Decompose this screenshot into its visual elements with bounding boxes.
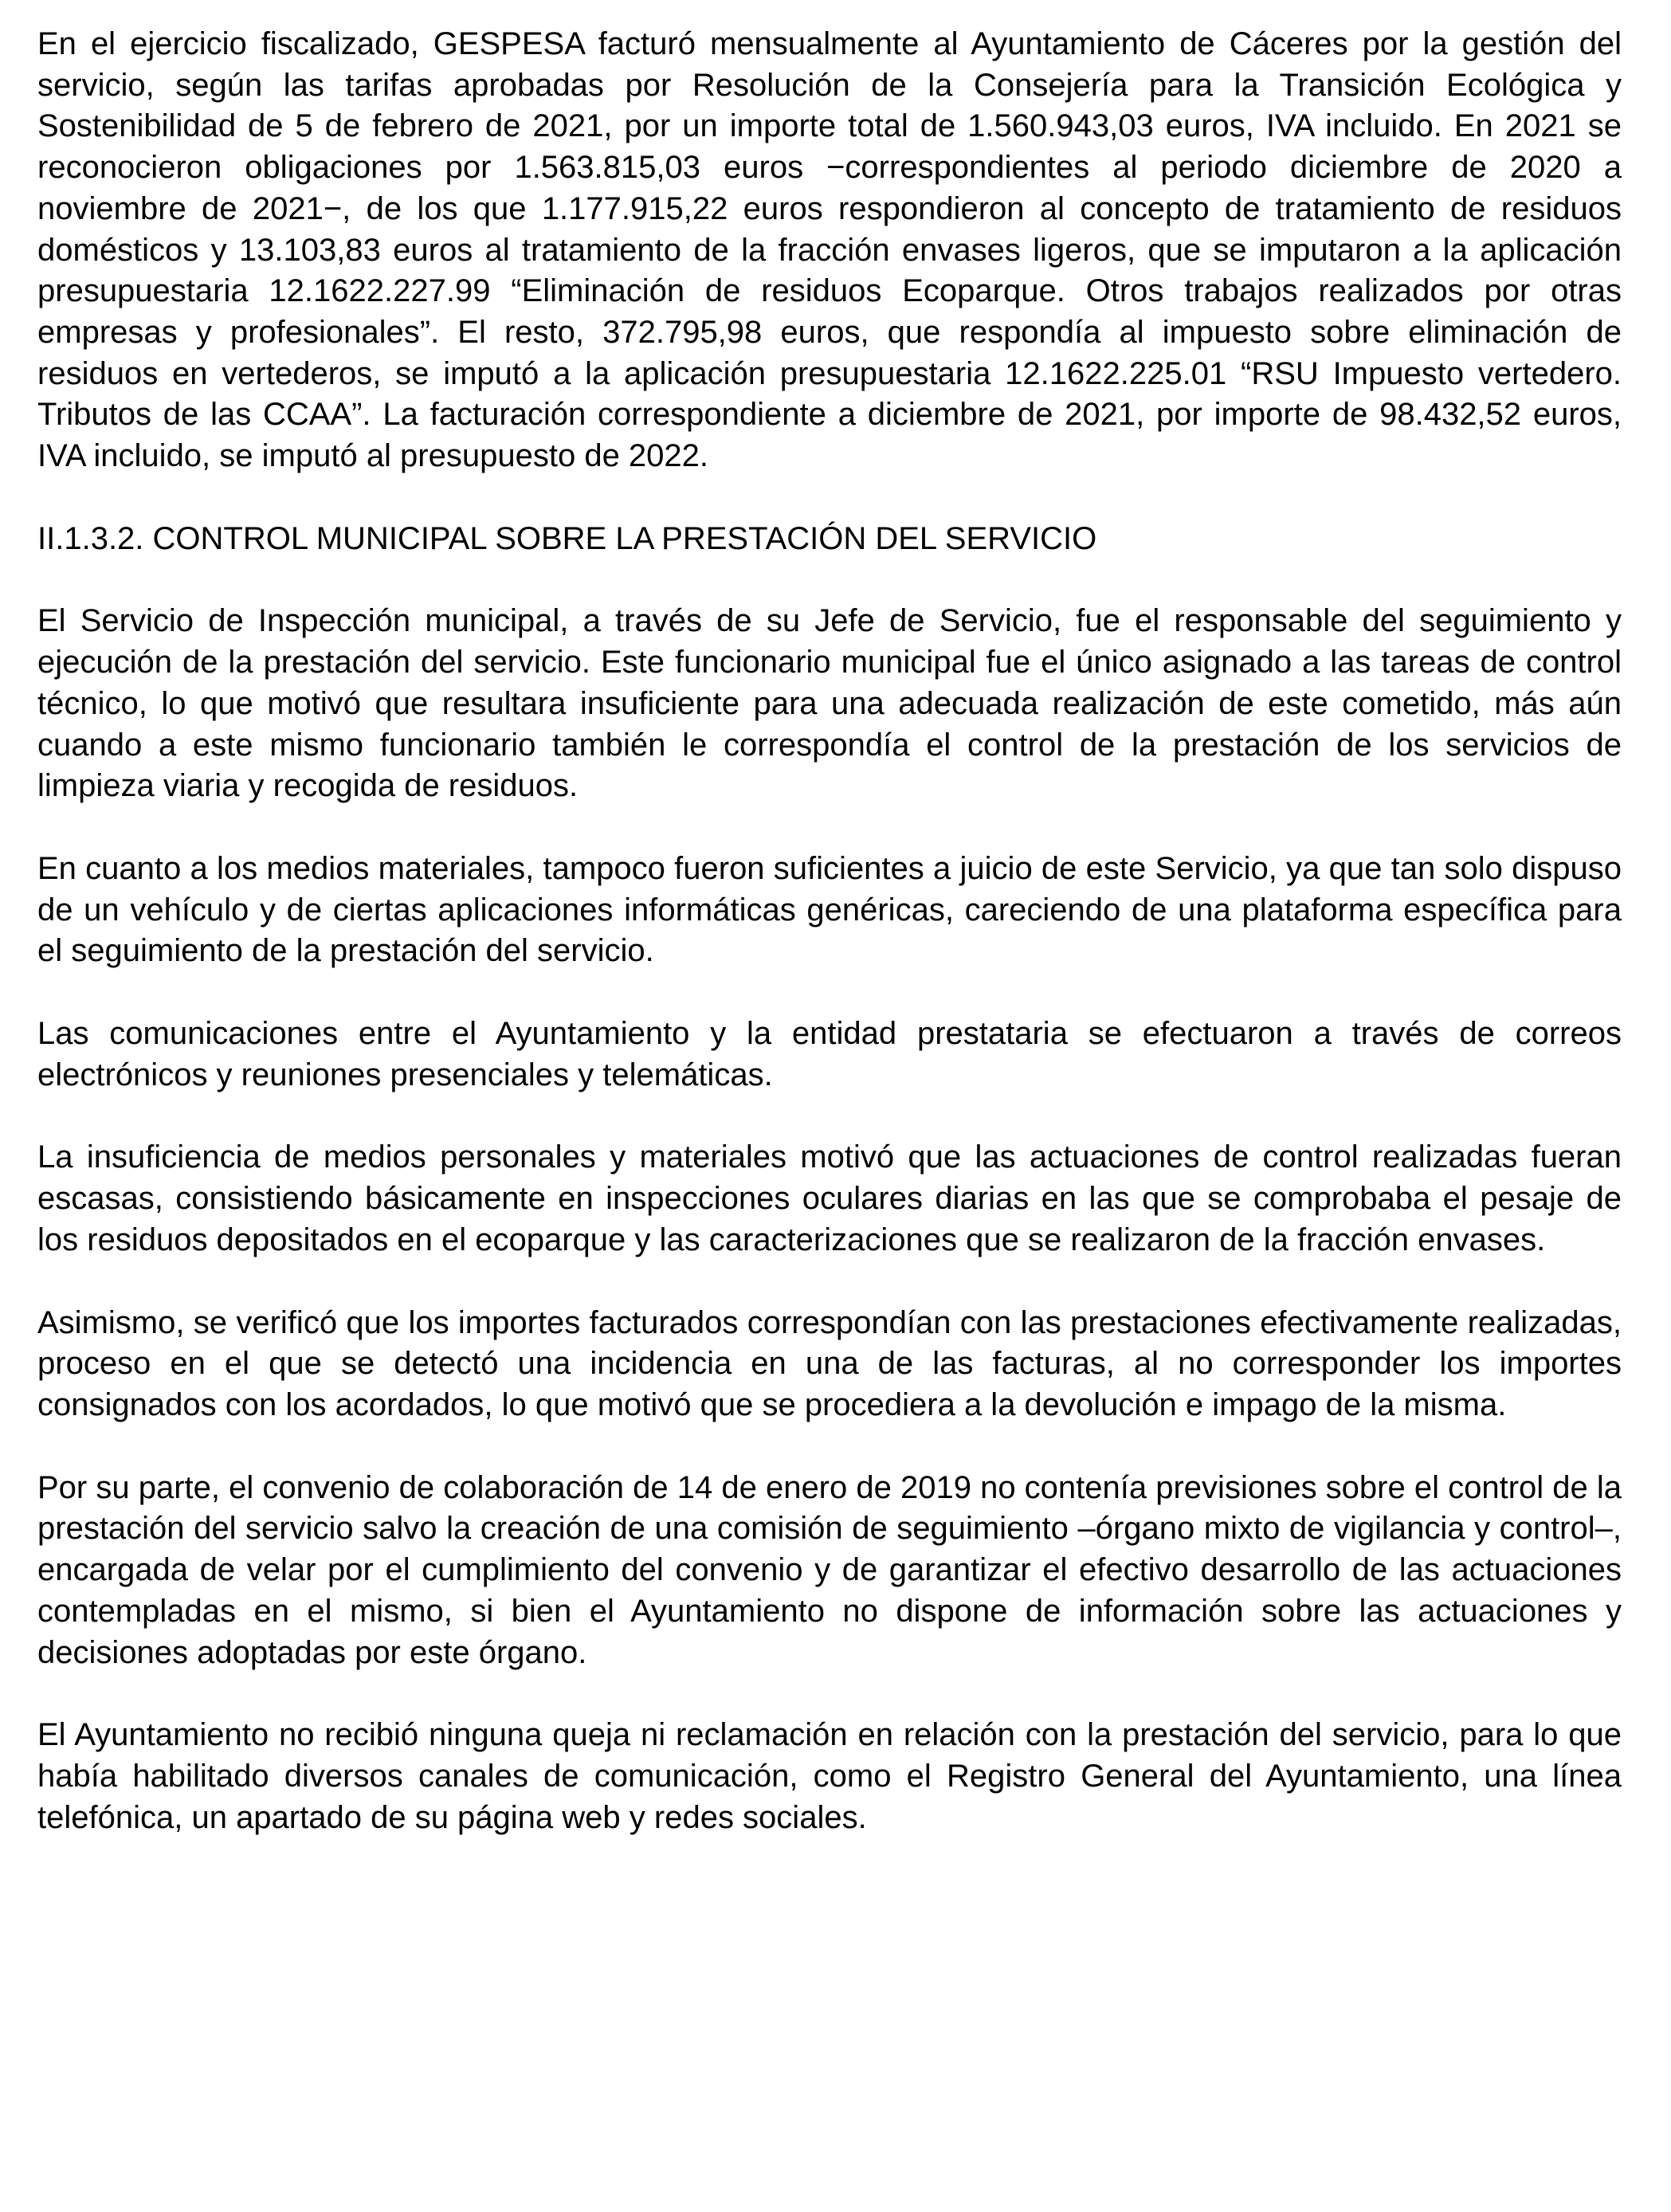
paragraph-invoice-verification: Asimismo, se verificó que los importes facturados correspondían con las prestaciones efectivamente realizadas, proceso en el que se detectó una incidencia en una de las facturas, al no corresponder los importes consignados con los acordados, lo que motivó que se procediera a la devolución e impago de la misma.: [37, 1304, 1622, 1422]
document-page: [37, 24, 1622, 1880]
paragraph-communications: Las comunicaciones entre el Ayuntamiento y la entidad prestataria se efectuaron a través de correos electrónicos y reuniones presenciales y telemáticas.: [37, 1016, 1622, 1092]
section-heading: II.1.3.2. CONTROL MUNICIPAL SOBRE LA PRESTACIÓN DEL SERVICIO: [37, 520, 1097, 556]
paragraph-inspection-service: El Servicio de Inspección municipal, a través de su Jefe de Servicio, fue el responsable del seguimiento y ejecución de la prestación del servicio. Este funcionario municipal fue el único asignado a las tareas de control técnico, lo que motivó que resultara insuficiente para una adecuada realización de este cometido, más aún cuando a este mismo funcionario también le correspondía el control de la prestación de los servicios de limpieza viaria y recogida de residuos.: [37, 603, 1622, 804]
paragraph-control-actions: La insuficiencia de medios personales y materiales motivó que las actuaciones de control realizadas fueran escasas, consistiendo básicamente en inspecciones oculares diarias en las que se comprobaba el pesaje de los residuos depositados en el ecoparque y las caracterizaciones que se realizaron de la fracción envases.: [37, 1139, 1622, 1257]
paragraph-agreement: Por su parte, el convenio de colaboración de 14 de enero de 2019 no contenía previsiones sobre el control de la prestación del servicio salvo la creación de una comisión de seguimiento –órgano mixto de vigilancia y control–, encargada de velar por el cumplimiento del convenio y de garantizar el efectivo desarrollo de las actuaciones contempladas en el mismo, si bien el Ayuntamiento no dispone de información sobre las actuaciones y decisiones adoptadas por este órgano.: [37, 1469, 1622, 1670]
paragraph-material-resources: En cuanto a los medios materiales, tampoco fueron suficientes a juicio de este Servicio, ya que tan solo dispuso de un vehículo y de ciertas aplicaciones informáticas genéricas, careciendo de una plataforma específica para el seguimiento de la prestación del servicio.: [37, 850, 1622, 969]
paragraph-complaints: El Ayuntamiento no recibió ninguna queja ni reclamación en relación con la prestación del servicio, para lo que había habilitado diversos canales de comunicación, como el Registro General del Ayuntamiento, una línea telefónica, un apartado de su página web y redes sociales.: [37, 1717, 1622, 1835]
paragraph-billing: En el ejercicio fiscalizado, GESPESA facturó mensualmente al Ayuntamiento de Cáceres por la gestión del servicio, según las tarifas aprobadas por Resolución de la Consejería para la Transición Ecológica y Sostenibilidad de 5 de febrero de 2021, por un importe total de 1.560.943,03 euros, IVA incluido. En 2021 se reconocieron obligaciones por 1.563.815,03 euros −correspondientes al periodo diciembre de 2020 a noviembre de 2021−, de los que 1.177.915,22 euros respondieron al concepto de tratamiento de residuos domésticos y 13.103,83 euros al tratamiento de la fracción envases ligeros, que se imputaron a la aplicación presupuestaria 12.1622.227.99 “Eliminación de residuos Ecoparque. Otros trabajos realizados por otras empresas y profesionales”. El resto, 372.795,98 euros, que respondía al impuesto sobre eliminación de residuos en vertederos, se imputó a la aplicación presupuestaria 12.1622.225.01 “RSU Impuesto vertedero. Tributos de las CCAA”. La facturación correspondiente a diciembre de 2021, por importe de 98.432,52 euros, IVA incluido, se imputó al presupuesto de 2022.: [37, 26, 1622, 474]
